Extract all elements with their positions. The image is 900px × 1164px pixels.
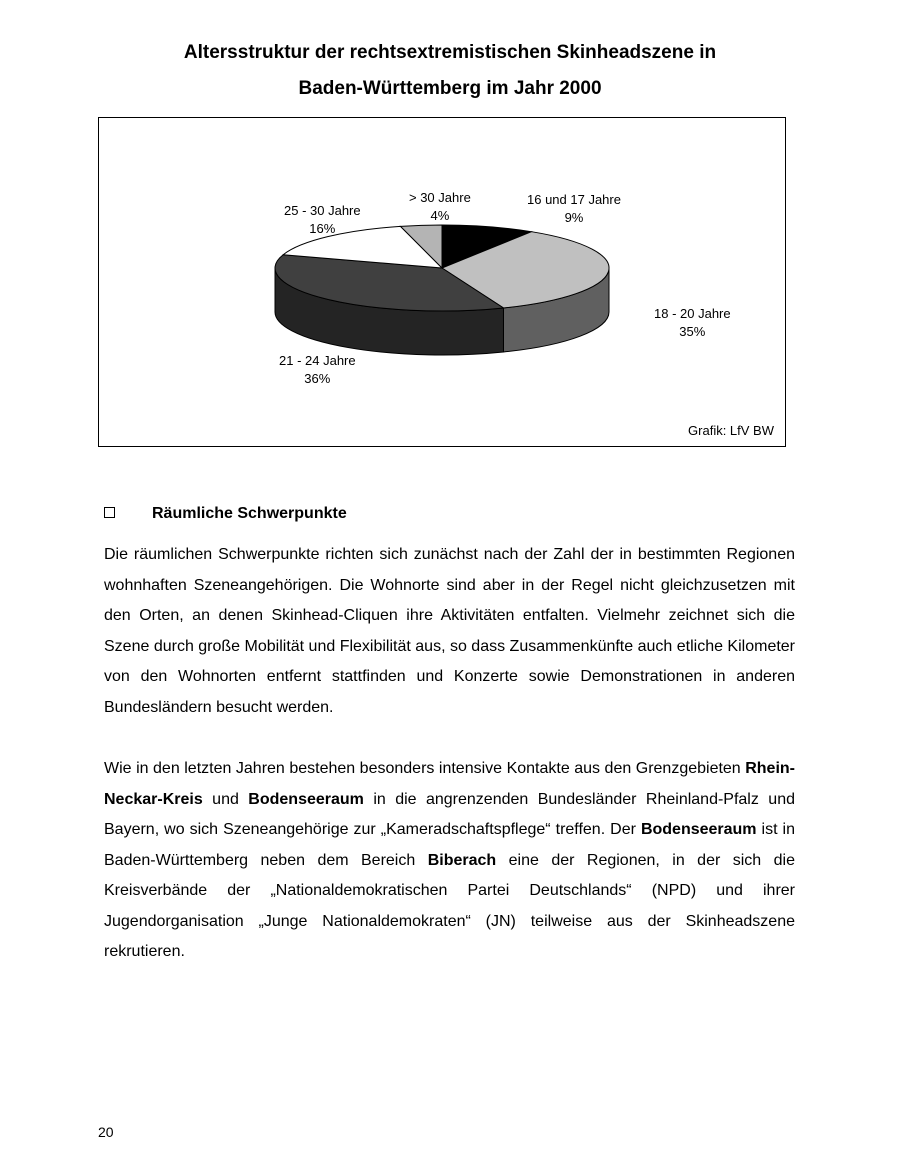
pie-label-value: 4% — [430, 208, 450, 223]
page-number: 20 — [98, 1124, 114, 1140]
pie-label-category: > 30 Jahre — [409, 190, 471, 205]
chart-source-credit: Grafik: LfV BW — [688, 423, 774, 438]
pie-label-4 — [409, 189, 471, 225]
pie-label-2 — [279, 352, 356, 388]
text-run: eine der Regionen, in der sich die Kreisverbände der „Nationaldemokratischen Partei Deutschlands“ (NPD) und ihrer Jugendorganisation „Junge Nationaldemokraten“ (JN) teilweise aus der Skinheadszene rekrutieren. — [104, 851, 795, 960]
paragraph-2 — [104, 754, 795, 968]
text-run: und — [202, 790, 249, 808]
pie-label-value: 9% — [564, 210, 584, 225]
text-run: ist in Baden-Württemberg neben dem Bereich — [104, 821, 795, 869]
pie-label-3 — [284, 202, 361, 238]
pie-label-value: 16% — [309, 221, 336, 236]
bold-term: Bodenseeraum — [640, 821, 757, 838]
pie-label-1 — [654, 305, 731, 341]
page-title-line-2: Baden-Württemberg im Jahr 2000 — [298, 78, 602, 99]
section-heading-text: Räumliche Schwerpunkte — [152, 505, 347, 522]
pie-chart — [99, 118, 785, 446]
pie-label-0 — [527, 191, 621, 227]
pie-label-category: 18 - 20 Jahre — [654, 306, 731, 321]
page-title-line-1: Altersstruktur der rechtsextremistischen Skinheadszene in — [183, 42, 717, 63]
bold-term: Rhein-Neckar-Kreis — [104, 760, 795, 808]
section-heading — [104, 505, 347, 523]
pie-label-category: 25 - 30 Jahre — [284, 203, 361, 218]
chart-frame — [98, 117, 786, 447]
pie-label-value: 36% — [304, 371, 331, 386]
paragraph-1: Die räumlichen Schwerpunkte richten sich zunächst nach der Zahl der in bestimmten Regionen wohnhaften Szeneangehörigen. Die Wohnorte sind aber in der Regel nicht gleichzusetzen mit den Orten, an denen Skinhead-Cliquen ihre Aktivitäten entfalten. Vielmehr zeichnet sich die Szene durch große Mobilität und Flexibilität aus, so dass Zusammenkünfte auch etliche Kilometer von den Wohnorten entfernt stattfinden und Konzerte sowie Demonstrationen in anderen Bundesländern besucht werden. — [104, 546, 796, 716]
text-run: in die angrenzenden Bundesländer Rheinland-Pfalz und Bayern, wo sich Szeneangehörige zur „Kameradschaftspflege“ treffen. Der — [104, 790, 795, 838]
pie-label-value: 35% — [679, 324, 706, 339]
checkbox-bullet-icon — [104, 507, 115, 518]
bold-term: Bodenseeraum — [248, 790, 364, 808]
pie-label-category: 16 und 17 Jahre — [527, 192, 621, 207]
pie-label-category: 21 - 24 Jahre — [279, 353, 356, 368]
bold-term: Biberach — [427, 851, 497, 869]
text-run: Wie in den letzten Jahren bestehen besonders intensive Kontakte aus den Grenzgebieten — [104, 760, 746, 777]
